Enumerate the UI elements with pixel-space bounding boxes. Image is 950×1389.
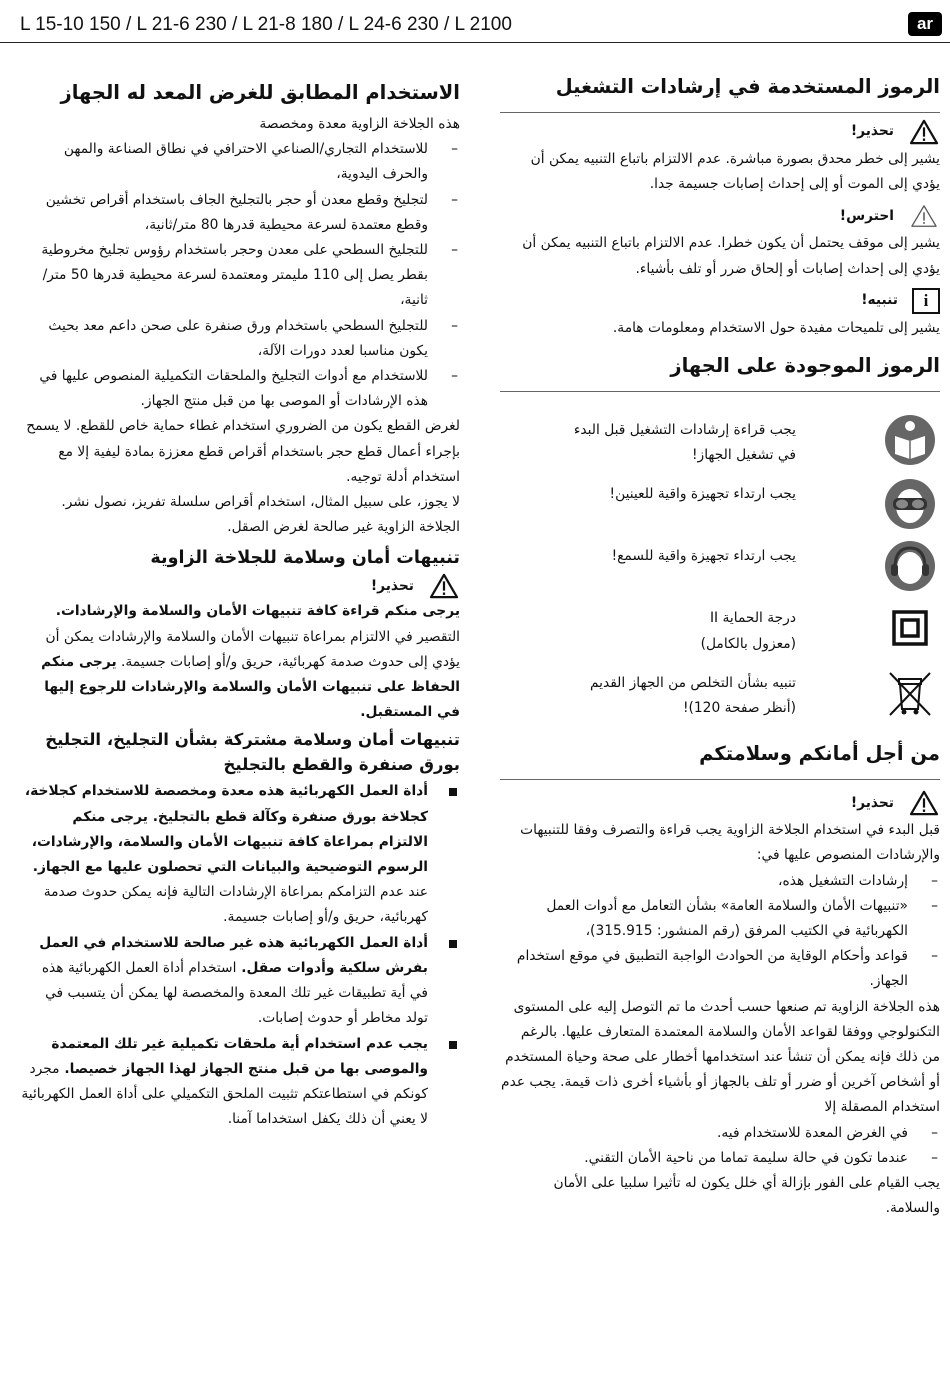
- device-symbols-heading: الرموز الموجودة على الجهاز: [670, 354, 940, 378]
- list-item: – عندما تكون في حالة سليمة تماما من ناحية الأمان التقني.: [500, 1146, 940, 1171]
- left-column: [20, 62, 460, 1132]
- list-item: – لتجليخ وقطع معدن أو حجر بالتجليخ الجاف باستخدام أقراص تخشين وقطع معتمدة لسرعة محيطية قدرها 80 متر/ثانية،: [20, 188, 460, 238]
- caution-label: احترس!: [839, 207, 894, 224]
- bullet-item: [20, 779, 460, 930]
- warning-signal: [500, 119, 940, 145]
- symbol-text-disposal-2: (أنظر صفحة 120)!: [682, 700, 796, 717]
- grinder-safety-heading: تنبيهات أمان وسلامة للجلاخة الزاوية: [150, 548, 460, 569]
- bullet-item: [20, 1032, 460, 1133]
- list-item: – للتجليخ السطحي باستخدام ورق صنفرة على صحن داعم معد بحيث يكون مناسبا لعدد دورات الآلة،: [20, 314, 460, 364]
- caution-triangle-icon: [908, 203, 940, 229]
- list-item: – إرشادات التشغيل هذه،: [500, 869, 940, 894]
- safety-paragraph: هذه الجلاخة الزاوية تم صنعها حسب أحدث ما تم التوصل إليه على المستوى التكنولوجي ووفقا لقواعد الأمان والسلامة المعتمدة المتعارف عليها. بالرغم من ذلك فإنه يمكن أن تنشأ عند استخدامها أخطار على صحة وحياة المستخدم أو أشخاص آخرين أو ضرر أو تلف بالجهاز أو بأشياء أخرى ذات قيمة. يجب عدم استخدام المصقلة إلا: [501, 998, 940, 1116]
- symbol-text-class-1: درجة الحماية II: [709, 610, 796, 627]
- safety-heading: من أجل أمانكم وسلامتكم: [699, 742, 940, 766]
- polishing-paragraph: الجلاخة الزاوية غير صالحة لغرض الصقل.: [227, 519, 460, 536]
- caution-text: يشير إلى موقف يحتمل أن يكون خطرا. عدم الالتزام باتباع التنبيه يمكن أن يؤدي إلى إحداث إصابات أو إلحاق ضرر أو تلف بأشياء.: [522, 235, 940, 277]
- symbol-row-ear: [500, 540, 940, 592]
- common-safety-heading: تنبيهات أمان وسلامة مشتركة بشأن التجليخ، التجليخ بورق صنفرة والقطع بالتجليخ: [45, 730, 460, 775]
- eye-protection-icon: [884, 478, 936, 530]
- intended-use-intro: هذه الجلاخة الزاوية معدة ومخصصة: [259, 116, 460, 132]
- list-item: – للاستخدام مع أدوات التجليخ والملحقات التكميلية المنصوص عليها في هذه الإرشادات أو الموصى بها من قبل منتج الجهاز.: [20, 364, 460, 414]
- list-item: – في الغرض المعدة للاستخدام فيه.: [500, 1121, 940, 1146]
- caution-signal: [500, 203, 940, 229]
- manual-icon: [884, 414, 936, 466]
- bullet-normal: مجرد كونكم في استطاعتكم تثبيت الملحق التكميلي على أداة العمل الكهربائية لا يعني أن ذلك يكفل استخداما آمنا.: [21, 1060, 428, 1128]
- page-header: [0, 0, 950, 43]
- symbol-text-ear: يجب ارتداء تجهيزة واقية للسمع!: [611, 548, 796, 565]
- symbol-row-disposal: [500, 667, 940, 721]
- bullet-normal: استخدام أداة العمل الكهربائية هذه في أية تطبيقات غير تلك المعدة والمخصصة لها يمكن أن يتسبب في تولد مخاطر أو حدوث إصابات.: [41, 959, 428, 1027]
- info-icon: i: [912, 288, 940, 314]
- note-text: يشير إلى تلميحات مفيدة حول الاستخدام ومعلومات هامة.: [612, 319, 940, 336]
- left-warning-signal: [20, 573, 460, 599]
- safety-intro: قبل البدء في استخدام الجلاخة الزاوية يجب قراءة والتصرف وفقا للتنبيهات والإرشادات المنصوص عليها في:: [520, 822, 940, 864]
- warning-bold-2: يرجى منكم الحفاظ على تنبيهات الأمان والسلامة والإرشادات للرجوع إليها في المستقبل.: [41, 653, 460, 721]
- symbol-text-eye: يجب ارتداء تجهيزة واقية للعينين!: [609, 486, 796, 503]
- list-item: – «تنبيهات الأمان والسلامة العامة» بشأن التعامل مع أدوات العمل الكهربائية في الكتيب المرفق (رقم المنشور: 315.915)،: [500, 894, 940, 944]
- bullet-item: [20, 931, 460, 1032]
- left-warning-label: تحذير!: [370, 577, 414, 594]
- ear-protection-icon: [884, 540, 936, 592]
- bullet-bold: يجب عدم استخدام أية ملحقات تكميلية غير تلك المعتمدة والموصى بها من قبل منتج الجهاز لهذا الجهاز خصيصا.: [51, 1035, 428, 1077]
- safety-closing: يجب القيام على الفور بإزالة أي خلل يكون له تأثيرا سلبيا على الأمان والسلامة.: [553, 1175, 940, 1217]
- symbols-manual-heading: الرموز المستخدمة في إرشادات التشغيل: [555, 75, 940, 98]
- symbol-text-disposal-1: تنبيه بشأن التخلص من الجهاز القديم: [589, 674, 796, 691]
- warning2-label: تحذير!: [850, 794, 894, 811]
- protection-class-icon: [884, 602, 936, 654]
- note-label: تنبيه!: [861, 292, 898, 309]
- not-allowed-paragraph: لا يجوز، على سبيل المثال، استخدام أقراص سلسلة تفريز، نصول نشر.: [61, 494, 460, 511]
- warning-text: يشير إلى خطر محدق بصورة مباشرة. عدم الالتزام باتباع التنبيه يمكن أن يؤدي إلى الموت أو إلى إحداث إصابات جسيمة جدا.: [530, 151, 940, 193]
- symbol-text-class-2: (معزول بالكامل): [700, 635, 796, 652]
- disposal-icon: [884, 667, 936, 719]
- read-all-warnings: [20, 599, 460, 725]
- language-badge: ar: [908, 12, 942, 36]
- divider: [500, 779, 940, 780]
- symbol-row-manual: [500, 414, 940, 468]
- note-signal: [500, 288, 940, 314]
- divider: [500, 391, 940, 392]
- bullet-bold: أداة العمل الكهربائية هذه غير صالحة للاستخدام في العمل بفرش سلكية وأدوات صقل.: [39, 934, 428, 976]
- warning-triangle-icon: [908, 119, 940, 145]
- warning-triangle-icon: [908, 790, 940, 816]
- bullet-normal: عند عدم التزامكم بمراعاة الإرشادات التالية فإنه يمكن حدوث صدمة كهربائية، حريق و/أو إصابات جسيمة.: [43, 884, 428, 926]
- list-item: – للاستخدام التجاري/الصناعي الاحترافي في نطاق الصناعة والمهن والحرف اليدوية،: [20, 137, 460, 187]
- divider: [500, 112, 940, 113]
- bullet-bold: أداة العمل الكهربائية هذه معدة ومخصصة للاستخدام كجلاخة، كجلاخة بورق صنفرة وكآلة قطع بالتجليخ. يرجى منكم الالتزام بمراعاة كافة تنبيهات الأمان والسلامة، والإرشادات، الرسوم التوضيحية والبيانات التي تحصلون عليها مع الجهاز.: [24, 783, 428, 876]
- right-column: [500, 62, 940, 1221]
- warning-label: تحذير!: [850, 123, 894, 140]
- symbol-row-class: [500, 602, 940, 656]
- list-item: – للتجليخ السطحي على معدن وحجر باستخدام رؤوس تجليخ مخروطية بقطر يصل إلى 110 مليمتر ومعتمدة لسرعة محيطية قدرها 50 متر/ثانية،: [20, 238, 460, 314]
- cutting-paragraph: لغرض القطع يكون من الضروري استخدام غطاء حماية خاص للقطع. لا يسمح بإجراء أعمال قطع حجر باستخدام أقراص قطع معززة بمادة ليفية إلا مع استخدام أدلة توجيه.: [26, 418, 460, 485]
- warning-bold-1: يرجى منكم قراءة كافة تنبيهات الأمان والسلامة والإرشادات.: [55, 603, 460, 620]
- symbol-text-manual-1: يجب قراءة إرشادات التشغيل قبل البدء: [573, 422, 796, 439]
- intended-use-heading: الاستخدام المطابق للغرض المعد له الجهاز: [60, 81, 460, 104]
- model-numbers: L 15-10 150 / L 21-6 230 / L 21-8 180 / L 24-6 230 / L 2100: [20, 14, 512, 35]
- warning-normal-1: التقصير في الالتزام بمراعاة تنبيهات الأمان والسلامة والإرشادات يمكن أن يؤدي إلى حدوث صدمة كهربائية، حريق و/أو إصابات جسيمة.: [45, 628, 460, 670]
- warning-triangle-icon: [428, 573, 460, 599]
- symbol-text-manual-2: في تشغيل الجهاز!: [692, 447, 796, 464]
- symbol-row-eye: [500, 478, 940, 530]
- warning2-signal: [500, 790, 940, 816]
- list-item: – قواعد وأحكام الوقاية من الحوادث الواجبة التطبيق في موقع استخدام الجهاز.: [500, 944, 940, 994]
